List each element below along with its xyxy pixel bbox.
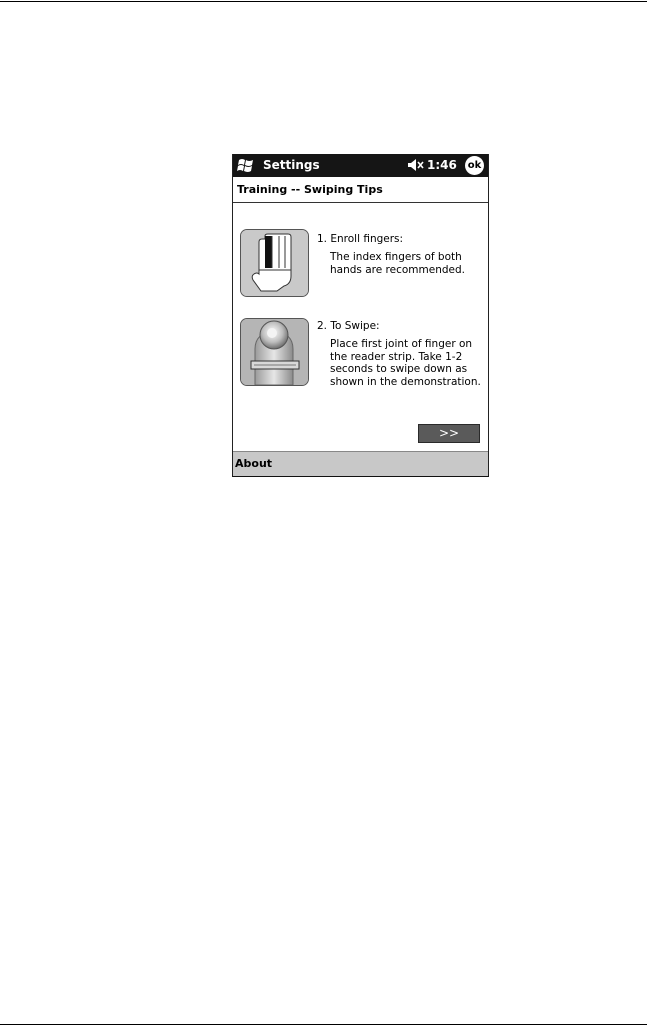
fingerprint-reader-icon bbox=[240, 318, 309, 386]
about-menu-item[interactable]: About bbox=[235, 457, 273, 470]
tip-1-body: The index fingers of both hands are recommended. bbox=[330, 251, 465, 276]
windows-flag-icon[interactable] bbox=[235, 156, 257, 175]
clock[interactable]: 1:46 bbox=[427, 158, 457, 172]
speaker-muted-icon[interactable] bbox=[407, 158, 425, 172]
window-title: Settings bbox=[263, 158, 320, 172]
tip-1-title: 1. Enroll fingers: bbox=[317, 233, 404, 245]
page-bottom-rule bbox=[0, 1024, 647, 1025]
tip-2-body: Place first joint of finger on the reader strip. Take 1-2 seconds to swipe down as shown in the demonstration. bbox=[330, 338, 481, 388]
page-title: Training -- Swiping Tips bbox=[237, 183, 383, 196]
menu-bar bbox=[233, 451, 488, 476]
tip-2-title: 2. To Swipe: bbox=[317, 320, 380, 332]
title-divider bbox=[233, 202, 488, 203]
next-button[interactable]: >> bbox=[418, 424, 480, 443]
ok-button[interactable]: ok bbox=[465, 156, 484, 175]
page-top-rule bbox=[0, 1, 647, 2]
title-bar bbox=[233, 154, 488, 177]
hand-icon bbox=[240, 229, 309, 297]
device-screen bbox=[232, 154, 489, 477]
